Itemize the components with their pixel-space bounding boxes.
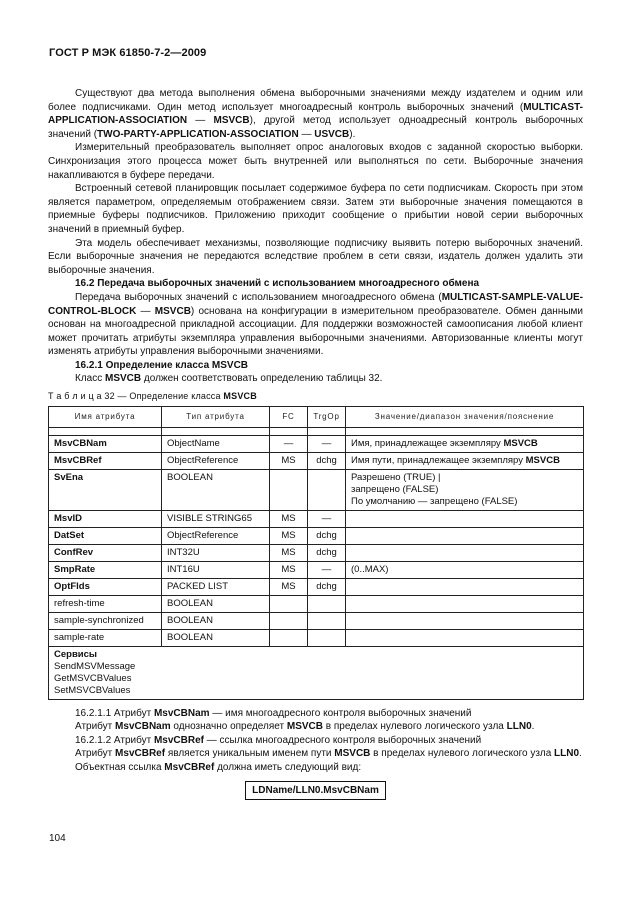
page-content <box>48 87 583 800</box>
paragraph-object-ref: Объектная ссылка MsvCBRef должна иметь следующий вид: <box>75 762 362 774</box>
paragraph-msvcbnam-desc: Атрибут MsvCBNam однозначно определяет MSVCB в пределах нулевого логического узла LLN0. <box>75 721 535 733</box>
table-row: MsvCBNam ObjectName — — Имя, принадлежащее экземпляру MSVCB <box>49 435 584 452</box>
table-row: ConfRev INT32U MS dchg <box>49 544 584 561</box>
header-fc: FC <box>270 406 308 427</box>
paragraph-class-def: Класс MSVCB должен соответствовать определению таблицы 32. <box>75 373 383 385</box>
paragraph-msvcbref-desc: Атрибут MsvCBRef является уникальным именем пути MSVCB в пределах нулевого логического узла LLN0. <box>75 748 582 760</box>
page-number: 104 <box>49 833 66 844</box>
service-item: SetMSVCBValues <box>54 684 131 696</box>
table-row: MsvCBRef ObjectReference MS dchg Имя пути, принадлежащее экземпляру MSVCB <box>49 452 584 469</box>
services-title: Сервисы <box>54 648 98 660</box>
table-row: sample-rate BOOLEAN <box>49 629 584 646</box>
table-spacer-row <box>49 427 584 435</box>
service-item: GetMSVCBValues <box>54 672 132 684</box>
header-attr-type: Тип атрибута <box>162 406 270 427</box>
paragraph-methods: Существуют два метода выполнения обмена выборочными значениями между издателем и одним или более подписчиками. Один метод использует многоадресный контроль выборочных значений (MULTICAST-APPLICATION-ASSOCIATION — MSVCB), другой метод использует одноадресный контроль выборочных значений (TWO-PARTY-APPLICATION-ASSOCIATION — USVCB). <box>48 88 583 140</box>
paragraph-scheduler: Встроенный сетевой планировщик посылает содержимое буфера по сети подписчикам. Скорость при этом является параметром, определяемым отображением связи. Затем эти выборочные значения помещаются в приемные буферы подписчиков. Приложению приходит сообщение о прибытии новой серии выборочных значений в приемный буфер. <box>48 183 583 235</box>
header-value: Значение/диапазон значения/пояснение <box>346 406 584 427</box>
table-row: refresh-time BOOLEAN <box>49 595 584 612</box>
table-row: OptFlds PACKED LIST MS dchg <box>49 578 584 595</box>
header-trgop: TrgOp <box>308 406 346 427</box>
msvcb-class-table <box>48 406 584 700</box>
paragraph-msvcbnam-heading: 16.2.1.1 Атрибут MsvCBNam — имя многоадресного контроля выборочных значений <box>75 707 472 719</box>
paragraph-msvcbref-heading: 16.2.1.2 Атрибут MsvCBRef — ссылка многоадресного контроля выборочных значений <box>75 734 482 746</box>
service-item: SendMSVMessage <box>54 660 136 672</box>
page-header: ГОСТ Р МЭК 61850-7-2—2009 <box>49 47 207 59</box>
table-services-row <box>49 646 584 699</box>
attribute-descriptions <box>48 707 583 801</box>
table-row: MsvID VISIBLE STRING65 MS — <box>49 510 584 527</box>
table-caption: Т а б л и ц а 32 — Определение класса MSVCB <box>48 391 257 402</box>
table-row: DatSet ObjectReference MS dchg <box>49 527 584 544</box>
paragraph-model: Эта модель обеспечивает механизмы, позволяющие подписчику выявить потерю выборочных значений. Если выборочные значения не передаются вследствие проблем в сети связи, издатель должен удалить эти выборочные значения. <box>48 237 583 276</box>
section-heading-16-2-1: 16.2.1 Определение класса MSVCB <box>75 359 249 371</box>
table-header-row <box>49 406 584 427</box>
paragraph-converter: Измерительный преобразователь выполняет опрос аналоговых входов с заданной скоростью выборки. Синхронизация этого процесса может быть внутренней или выполняться по сети. Выборочные значения накапливаются в буфере передачи. <box>48 142 583 181</box>
table-row: sample-synchronized BOOLEAN <box>49 612 584 629</box>
header-attr-name: Имя атрибута <box>49 406 162 427</box>
paragraph-msvcb-transfer: Передача выборочных значений с использованием многоадресного обмена (MULTICAST-SAMPLE-VALUE-CONTROL-BLOCK — MSVCB) основана на конфигурации в измерительном преобразователе. Обмен данными основан на многоадресной прикладной ассоциации. Для поддержки возможностей самоописания любой клиент может прочитать атрибуты экземпляра управления выборочными значениями. Авторизованные клиенты могут изменять атрибуты управления выборочными значениями. <box>48 291 583 358</box>
object-reference-box: LDName/LLN0.MsvCBNam <box>245 781 386 801</box>
section-heading-16-2: 16.2 Передача выборочных значений с использованием многоадресного обмена <box>75 278 480 290</box>
table-row: SvEna BOOLEAN Разрешено (TRUE) | запрещено (FALSE) По умолчанию — запрещено (FALSE) <box>49 469 584 510</box>
table-row: SmpRate INT16U MS — (0..MAX) <box>49 561 584 578</box>
